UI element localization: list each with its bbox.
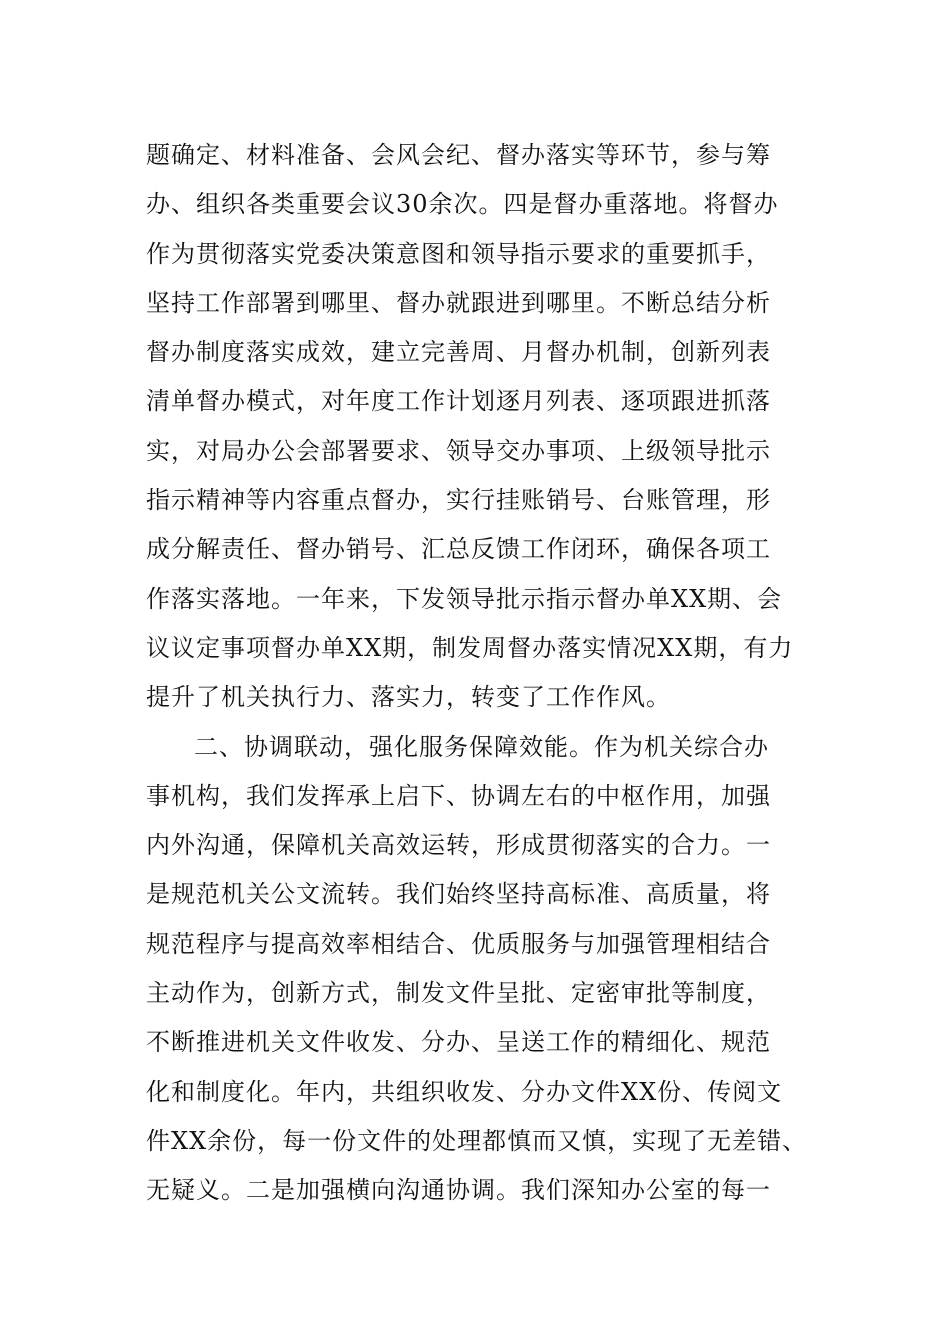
text-line: 主动作为，创新方式，制发文件呈批、定密审批等制度， <box>146 979 771 1008</box>
text-line: 内外沟通，保障机关高效运转，形成贯彻落实的合力。一 <box>146 831 771 860</box>
text-line: 议议定事项督办单XX期，制发周督办落实情况XX期，有力 <box>146 633 794 662</box>
document-body <box>146 131 826 1216</box>
paragraph-start-line: 二、协调联动，强化服务保障效能。作为机关综合办 <box>194 732 769 761</box>
text-line: 不断推进机关文件收发、分办、呈送工作的精细化、规范 <box>146 1028 771 1057</box>
text-line: 是规范机关公文流转。我们始终坚持高标准、高质量，将 <box>146 880 771 909</box>
text-line: 办、组织各类重要会议30余次。四是督办重落地。将督办 <box>146 190 779 219</box>
text-line: 指示精神等内容重点督办，实行挂账销号、台账管理，形 <box>146 486 771 515</box>
text-line: 作落实落地。一年来，下发领导批示指示督办单XX期、会 <box>146 584 783 613</box>
text-line: 件XX余份，每一份文件的处理都慎而又慎，实现了无差错、 <box>146 1126 808 1155</box>
text-line: 提升了机关执行力、落实力，转变了工作作风。 <box>146 683 671 712</box>
text-line: 事机构，我们发挥承上启下、协调左右的中枢作用，加强 <box>146 781 771 810</box>
text-line: 题确定、材料准备、会风会纪、督办落实等环节，参与筹 <box>146 141 771 169</box>
text-line: 无疑义。二是加强横向沟通协调。我们深知办公室的每一 <box>146 1176 771 1205</box>
text-line: 坚持工作部署到哪里、督办就跟进到哪里。不断总结分析 <box>146 288 771 317</box>
text-line: 规范程序与提高效率相结合、优质服务与加强管理相结合 <box>146 929 771 958</box>
text-line: 督办制度落实成效，建立完善周、月督办机制，创新列表 <box>146 338 771 367</box>
text-line: 作为贯彻落实党委决策意图和领导指示要求的重要抓手， <box>146 239 771 268</box>
text-line: 清单督办模式，对年度工作计划逐月列表、逐项跟进抓落 <box>146 387 771 416</box>
text-line: 成分解责任、督办销号、汇总反馈工作闭环，确保各项工 <box>146 535 771 564</box>
text-line: 实，对局办公会部署要求、领导交办事项、上级领导批示 <box>146 436 771 465</box>
text-line: 化和制度化。年内，共组织收发、分办文件XX份、传阅文 <box>146 1077 783 1106</box>
